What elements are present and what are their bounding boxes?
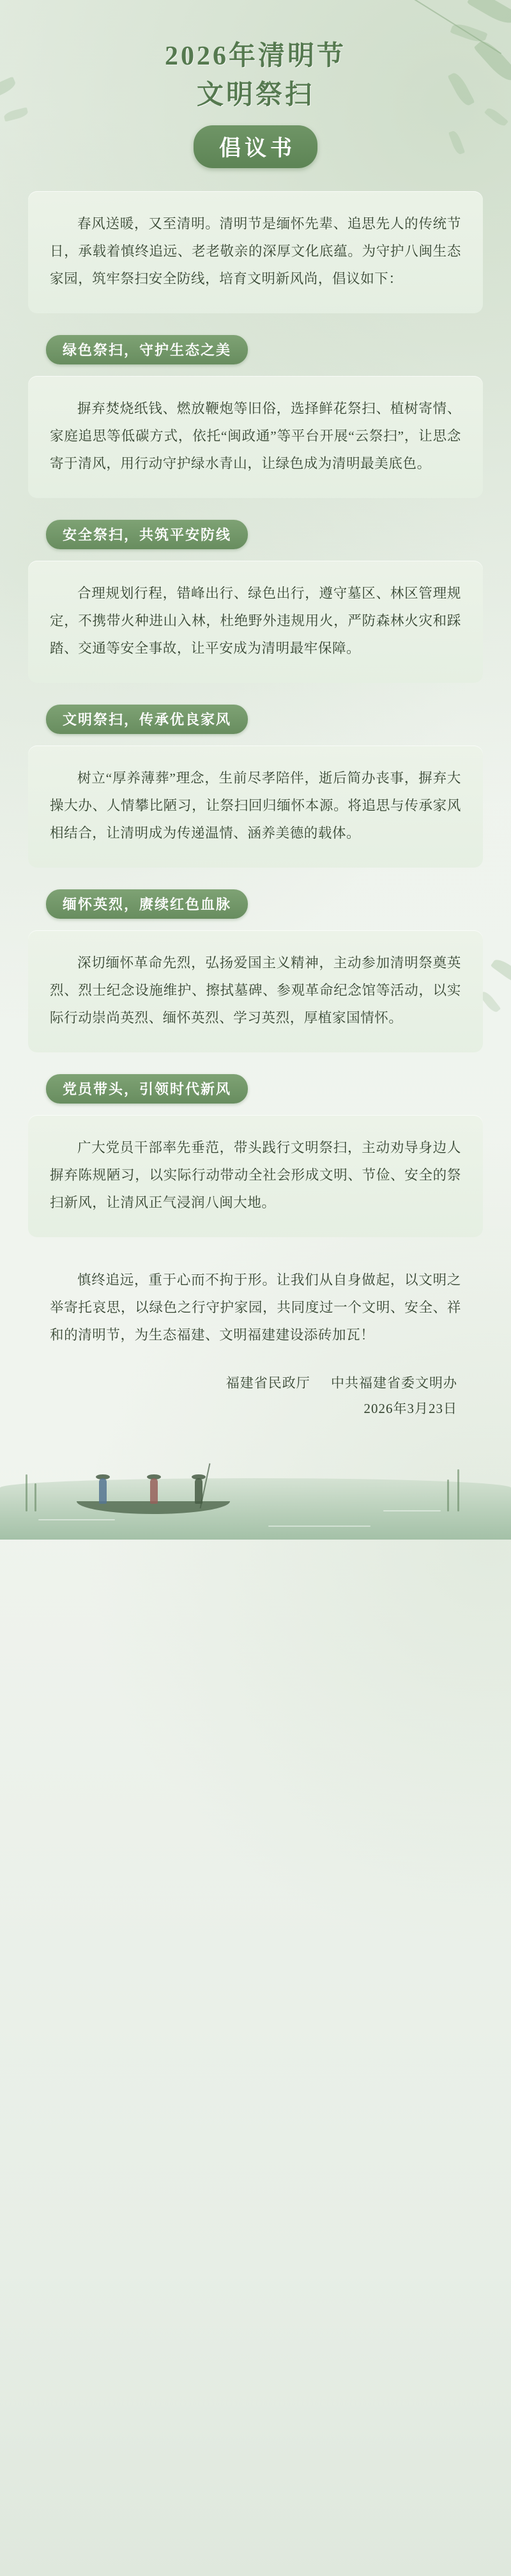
section-heading: 文明祭扫，传承优良家风	[46, 705, 248, 734]
signature-block	[28, 1371, 457, 1422]
section-body: 广大党员干部率先垂范，带头践行文明祭扫，主动劝导身边人摒弃陈规陋习，以实际行动带动全社会形成文明、节俭、安全的祭扫新风，让清风正气浸润八闽大地。	[50, 1139, 461, 1210]
section-card	[28, 376, 483, 498]
closing-card	[28, 1259, 483, 1349]
reed-icon	[34, 1483, 36, 1511]
signature-date: 2026年3月23日	[363, 1400, 457, 1416]
page-title-line-2: 文明祭扫	[196, 80, 314, 110]
section-heading: 缅怀英烈，赓续红色血脉	[46, 889, 248, 919]
ripple-line	[268, 1526, 370, 1527]
closing-paragraph: 慎终追远，重于心而不拘于形。让我们从自身做起，以文明之举寄托哀思，以绿色之行守护家园，共同度过一个文明、安全、祥和的清明节，为生态福建、文明福建建设添砖加瓦！	[50, 1272, 461, 1343]
footer-illustration	[0, 1444, 511, 1540]
section-body: 树立“厚养薄葬”理念，生前尽孝陪伴，逝后简办丧事，摒弃大操大办、人情攀比陋习，让祭扫回归缅怀本源。将追思与传承家风相结合，让清明成为传递温情、涵养美德的载体。	[50, 770, 461, 841]
section-heading: 安全祭扫，共筑平安防线	[46, 520, 248, 549]
section-4	[28, 889, 483, 1052]
poster-content	[28, 191, 483, 1422]
section-card	[28, 561, 483, 683]
signature-org-1: 福建省民政厅	[225, 1375, 310, 1391]
section-5	[28, 1074, 483, 1237]
reed-icon	[447, 1479, 449, 1511]
signature-org-2: 中共福建省委文明办	[331, 1375, 457, 1391]
section-2	[28, 520, 483, 683]
page-title	[0, 37, 511, 115]
section-3	[28, 705, 483, 868]
section-body: 深切缅怀革命先烈，弘扬爱国主义精神，主动参加清明祭奠英烈、烈士纪念设施维护、擦拭墓碑、参观革命纪念馆等活动，以实际行动崇尚英烈、缅怀英烈、学习英烈，厚植家国情怀。	[50, 955, 461, 1026]
section-body: 摒弃焚烧纸钱、燃放鞭炮等旧俗，选择鲜花祭扫、植树寄情、家庭追思等低碳方式，依托“闽政通”等平台开展“云祭扫”，让思念寄于清风，用行动守护绿水青山，让绿色成为清明最美底色。	[50, 400, 461, 471]
title-badge: 倡议书	[194, 125, 317, 168]
water-shape	[0, 1478, 511, 1540]
section-1	[28, 335, 483, 498]
intro-card	[28, 191, 483, 313]
leaf-icon	[491, 956, 511, 987]
page-title-line-1: 2026年清明节	[164, 42, 346, 71]
figure-icon	[99, 1478, 107, 1504]
poster-header	[0, 0, 511, 185]
section-body: 合理规划行程，错峰出行、绿色出行，遵守墓区、林区管理规定，不携带火种进山入林，杜绝野外违规用火，严防森林火灾和踩踏、交通等安全事故，让平安成为清明最牢保障。	[50, 585, 461, 656]
reed-icon	[457, 1469, 459, 1511]
intro-paragraph: 春风送暖，又至清明。清明节是缅怀先辈、追思先人的传统节日，承载着慎终追远、老老敬亲的深厚文化底蕴。为守护八闽生态家园，筑牢祭扫安全防线，培育文明新风尚，倡议如下：	[50, 215, 461, 286]
ripple-line	[383, 1510, 441, 1511]
ripple-line	[38, 1519, 115, 1520]
figure-icon	[150, 1478, 158, 1504]
reed-icon	[26, 1474, 27, 1511]
section-card	[28, 1115, 483, 1237]
section-card	[28, 745, 483, 868]
section-card	[28, 930, 483, 1052]
section-heading: 绿色祭扫，守护生态之美	[46, 335, 248, 364]
section-heading: 党员带头，引领时代新风	[46, 1074, 248, 1104]
